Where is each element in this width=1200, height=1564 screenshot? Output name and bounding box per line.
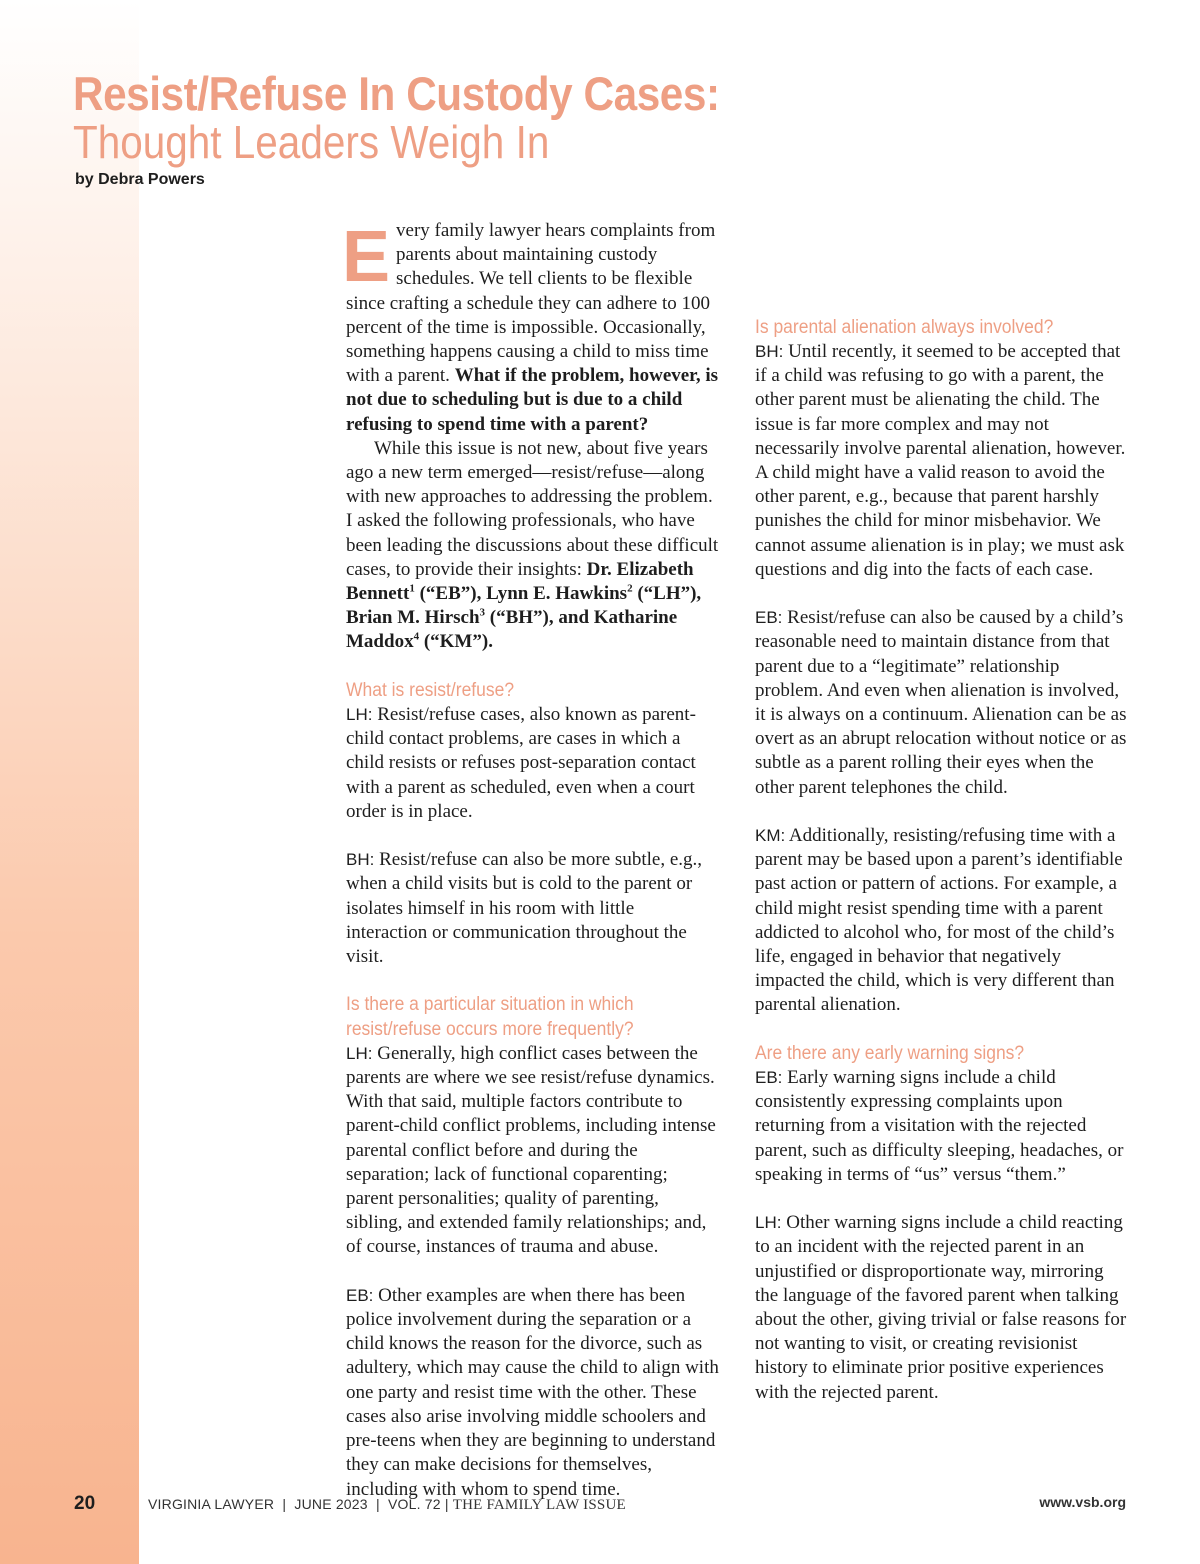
intro-paragraph-2: While this issue is not new, about five years ago a new term emerged—resist/refuse—along with new approaches to addressing the problem. I asked the following professionals, who have been leading the discussions about these difficult cases, to provide their insights: Dr. Elizabeth Bennett$^1$ (“EB”), Lynn E. Hawkins$^2$ (“LH”), Brian M. Hirsch$^3$ (“BH”), and Katharine Maddox$^4$ (“KM”). [346, 437, 719, 653]
page-number: 20 [74, 1493, 96, 1514]
contributor-hirsch: Brian M. Hirsch$^3$ (“BH”), and [346, 606, 594, 629]
article-subtitle: Thought Leaders Weigh In [73, 116, 550, 168]
contributor-maddox: Katharine Maddox$^4$ (“KM”). [346, 607, 678, 653]
contributor-hawkins: Lynn E. Hawkins$^2$ (“LH”), [486, 582, 702, 605]
question-heading: What is resist/refuse? [346, 679, 515, 701]
answer-paragraph: BH: Until recently, it seemed to be accepted that if a child was refusing to go with a parent, the other parent must be alienating the child. The issue is far more complex and may not necessarily involve parental alienation, however. A child might have a valid reason to avoid the other parent, e.g., because that parent harshly punishes the child for minor misbehavior. We cannot assume alienation is in play; we must ask questions and dig into the facts of each case. [755, 341, 1126, 580]
answer-paragraph: EB: Other examples are when there has been police involvement during the separation or a child knows the reason for the divorce, such as adultery, which may cause the child to align with one party and resist time with the other. These cases also arise involving middle schoolers and pre-teens when they are beginning to understand they can make decisions for themselves, including with whom to spend time. [346, 1284, 719, 1500]
article-column-left [342, 217, 720, 1502]
article-column-right [755, 219, 1129, 1405]
contributor-bennett: Dr. Elizabeth Bennett$^1$ (“EB”), [346, 558, 694, 605]
answer-paragraph: EB: Early warning signs include a child consistently expressing complaints upon returning from a visitation with the rejected parent, such as difficulty sleeping, headaches, or speaking in terms of “us” versus “them.” [755, 1067, 1124, 1185]
intro-paragraph: Every family lawyer hears complaints from parents about maintaining custody schedules. We tell clients to be flexible since crafting a schedule they can adhere to 100 percent of the time is impossible. Occasionally, something happens causing a child to miss time with a parent. What if the problem, however, is not due to scheduling but is due to a child refusing to spend time with a parent? [342, 217, 719, 435]
question-heading: Is parental alienation always involved? [755, 316, 1054, 338]
answer-paragraph: BH: Resist/refuse can also be more subtle, e.g., when a child visits but is cold to the parent or isolates himself in his room with little interaction or communication throughout the visit. [346, 849, 703, 968]
page-footer [0, 1493, 1200, 1517]
answer-paragraph: KM: Additionally, resisting/refusing time with a parent may be based upon a parent’s identifiable past action or pattern of actions. For example, a child might resist spending time with a parent addicted to alcohol who, for most of the child’s life, engaged in behavior that negatively impacted the child, which is very different than parental alienation. [755, 825, 1123, 1016]
masthead: VIRGINIA LAWYER | JUNE 2023 | VOL. 72 | THE FAMILY LAW ISSUE [148, 1496, 626, 1513]
website-link[interactable]: www.vsb.org [1039, 1494, 1126, 1510]
issue-title: THE FAMILY LAW ISSUE [452, 1497, 626, 1513]
intro-question: What if the problem, however, is not due to scheduling but is due to a child refusing to spend time with a parent? [346, 365, 719, 435]
sidebar-gradient [0, 0, 139, 1564]
question-heading: Are there any early warning signs? [755, 1042, 1025, 1064]
question-heading: Is there a particular situation in which resist/refuse occurs more frequently? [346, 994, 634, 1040]
article-title: Resist/Refuse In Custody Cases: [73, 67, 720, 120]
answer-paragraph: EB: Resist/refuse can also be caused by a child’s reasonable need to maintain distance from that parent due to a “legitimate” relationship problem. And even when alienation is involved, it is always on a continuum. Alienation can be as overt as an abrupt relocation without notice or as subtle as a parent rolling their eyes when the other parent telephones the child. [755, 607, 1127, 798]
answer-paragraph: LH: Generally, high conflict cases between the parents are where we see resist/refuse dynamics. With that said, multiple factors contribute to parent-child conflict problems, including intense parental conflict before and during the separation; lack of functional coparenting; parent personalities; quality of parenting, sibling, and extended family relationships; and, of course, instances of trauma and abuse. [346, 1042, 716, 1258]
drop-cap: E [342, 217, 391, 297]
answer-paragraph: LH: Other warning signs include a child reacting to an incident with the rejected parent in an unjustified or disproportionate way, mirroring the language of the favored parent when talking about the other, giving trivial or false reasons for not wanting to visit, or creating revisionist history to eliminate prior positive experiences with the rejected parent. [755, 1212, 1127, 1403]
answer-paragraph: LH: Resist/refuse cases, also known as parent-child contact problems, are cases in which a child resists or refuses post-separation contact with a parent as scheduled, even when a court order is in place. [346, 704, 696, 822]
byline: by Debra Powers [75, 171, 205, 188]
